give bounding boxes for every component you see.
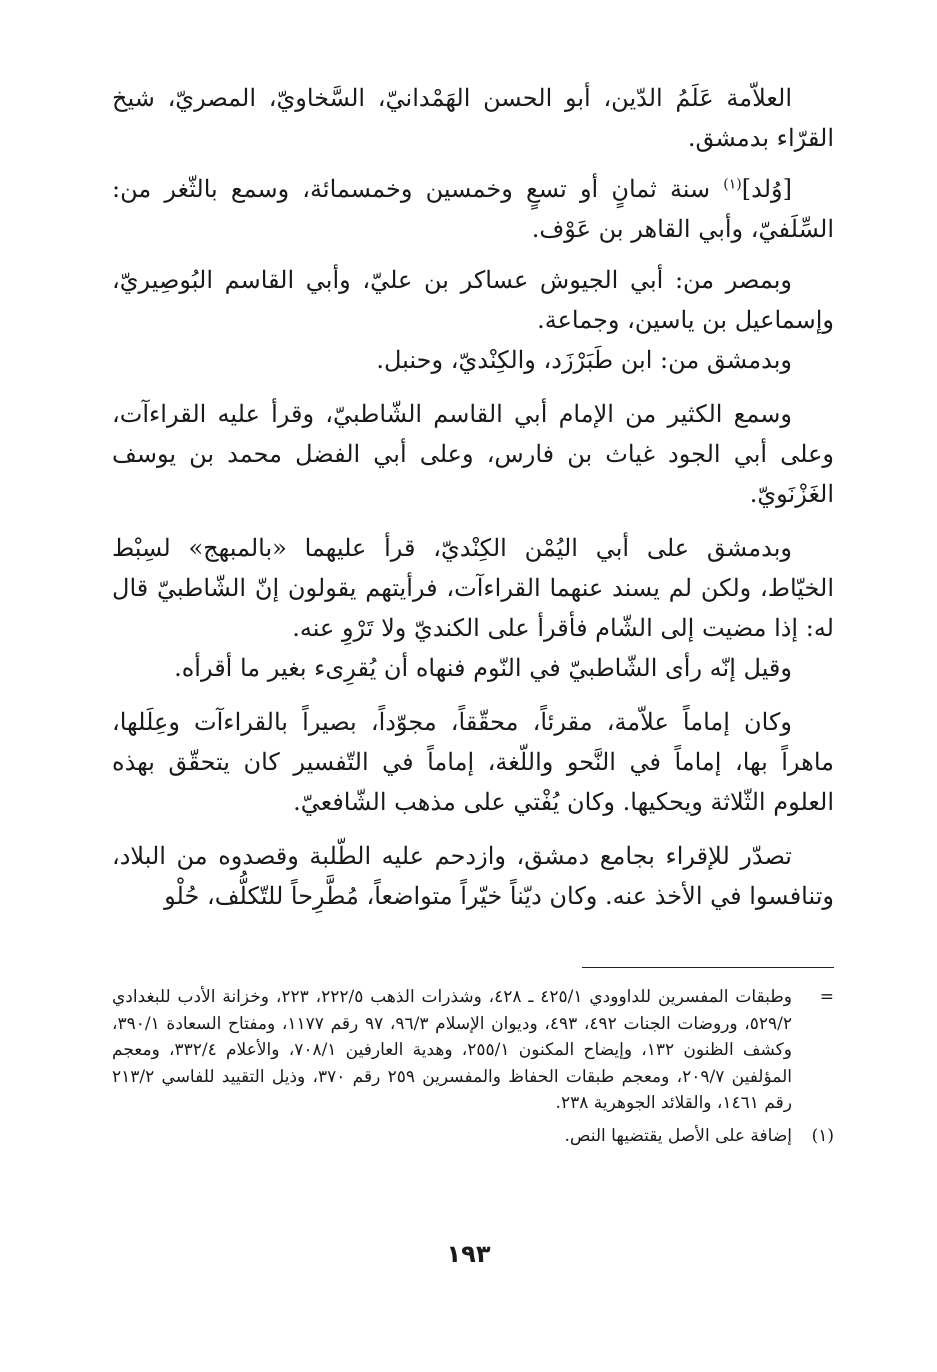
- footnote-continued: [112, 984, 834, 1117]
- birth-text: سنة ثمانٍ أو تسعٍ وخمسين وخمسمائة، وسمع بالثّغر من: السِّلَفيّ، وأبي القاهر بن عَوْف.: [112, 175, 834, 243]
- footnote-continuation-mark: =: [819, 987, 834, 1007]
- paragraph-kindi: وبدمشق على أبي اليُمْن الكِنْديّ، قرأ عليهما «بالمبهج» لسِبْط الخيّاط، ولكن لم يسند عنهما القراءآت، فرأيتهم يقولون إنّ الشّاطبيّ قال له: إذا مضيت إلى الشّام فأقرأ على الكنديّ ولا تَرْوِ عنه.: [112, 534, 834, 642]
- paragraph-teaching: تصدّر للإقراء بجامع دمشق، وازدحم عليه الطّلبة وقصدوه من البلاد، وتنافسوا في الأخذ عنه. وكان ديّناً خيّراً متواضعاً، مُطَّرِحاً للتّكلُّف، حُلْو: [112, 842, 834, 910]
- paragraph-shatibi: وسمع الكثير من الإمام أبي القاسم الشّاطبيّ، وقرأ عليه القراءآت، وعلى أبي الجود غياث بن فارس، وعلى أبي الفضل محمد بن يوسف الغَزْنَويّ.: [112, 400, 834, 508]
- footnote-1-mark: (١): [811, 1125, 834, 1146]
- paragraph-birth: [112, 169, 834, 249]
- paragraph-egypt: وبمصر من: أبي الجيوش عساكر بن عليّ، وأبي القاسم البُوصِيريّ، وإسماعيل بن ياسين، وجماعة.: [112, 266, 834, 334]
- paragraph-intro: العلاّمة عَلَمُ الدّين، أبو الحسن الهَمْدانيّ، السَّخاويّ، المصريّ، شيخ القرّاء بدمشق.: [112, 84, 834, 152]
- footnote-ref-1: (١): [723, 176, 742, 193]
- footnote-1-text: إضافة على الأصل يقتضيها النص.: [564, 1125, 792, 1146]
- footnote-1: [112, 1123, 834, 1150]
- footnote-sources-text: وطبقات المفسرين للداوودي ٤٢٥/١ ـ ٤٢٨، وشذرات الذهب ٢٢٢/٥، ٢٢٣، وخزانة الأدب للبغدادي ٥٢٩/٢، وروضات الجنات ٤٩٢، ٤٩٣، وديوان الإسلام ٩٦/٣، ٩٧ رقم ١١٧٧، ومفتاح السعادة ٣٩٠/١، وكشف الظنون ١٣٢، وإيضاح المكنون ٢٥٥/١، وهدية العارفين ٧٠٨/١، والأعلام ٣٣٢/٤، ومعجم المؤلفين ٢٠٩/٧، ومعجم طبقات الحفاظ والمفسرين ٢٥٩ رقم ٣٧٠، وذيل التقييد للفاسي ٢١٣/٢ رقم ١٤٦١، والقلائد الجوهرية ٢٣٨.: [112, 987, 793, 1113]
- main-text: [112, 78, 834, 916]
- birth-bracket: [وُلد]: [741, 175, 792, 203]
- paragraph-damascus: وبدمشق من: ابن طَبَرْزَد، والكِنْديّ، وحنبل.: [376, 346, 792, 374]
- footnotes: [112, 984, 834, 1149]
- page-number: ١٩٣: [446, 1240, 491, 1268]
- paragraph-dream: وقيل إنّه رأى الشّاطبيّ في النّوم فنهاه أن يُقرِىء بغير ما أقرأه.: [174, 654, 792, 682]
- footnote-divider: [582, 967, 834, 968]
- paragraph-scholarship: وكان إماماً علاّمة، مقرئاً، محقّقاً، مجوّداً، بصيراً بالقراءآت وعِلَلها، ماهراً بها، إماماً في النَّحو واللّغة، إماماً في التّفسير كان يتحقّق بهذه العلوم الثّلاثة ويحكيها. وكان يُفْتي على مذهب الشّافعيّ.: [112, 708, 834, 816]
